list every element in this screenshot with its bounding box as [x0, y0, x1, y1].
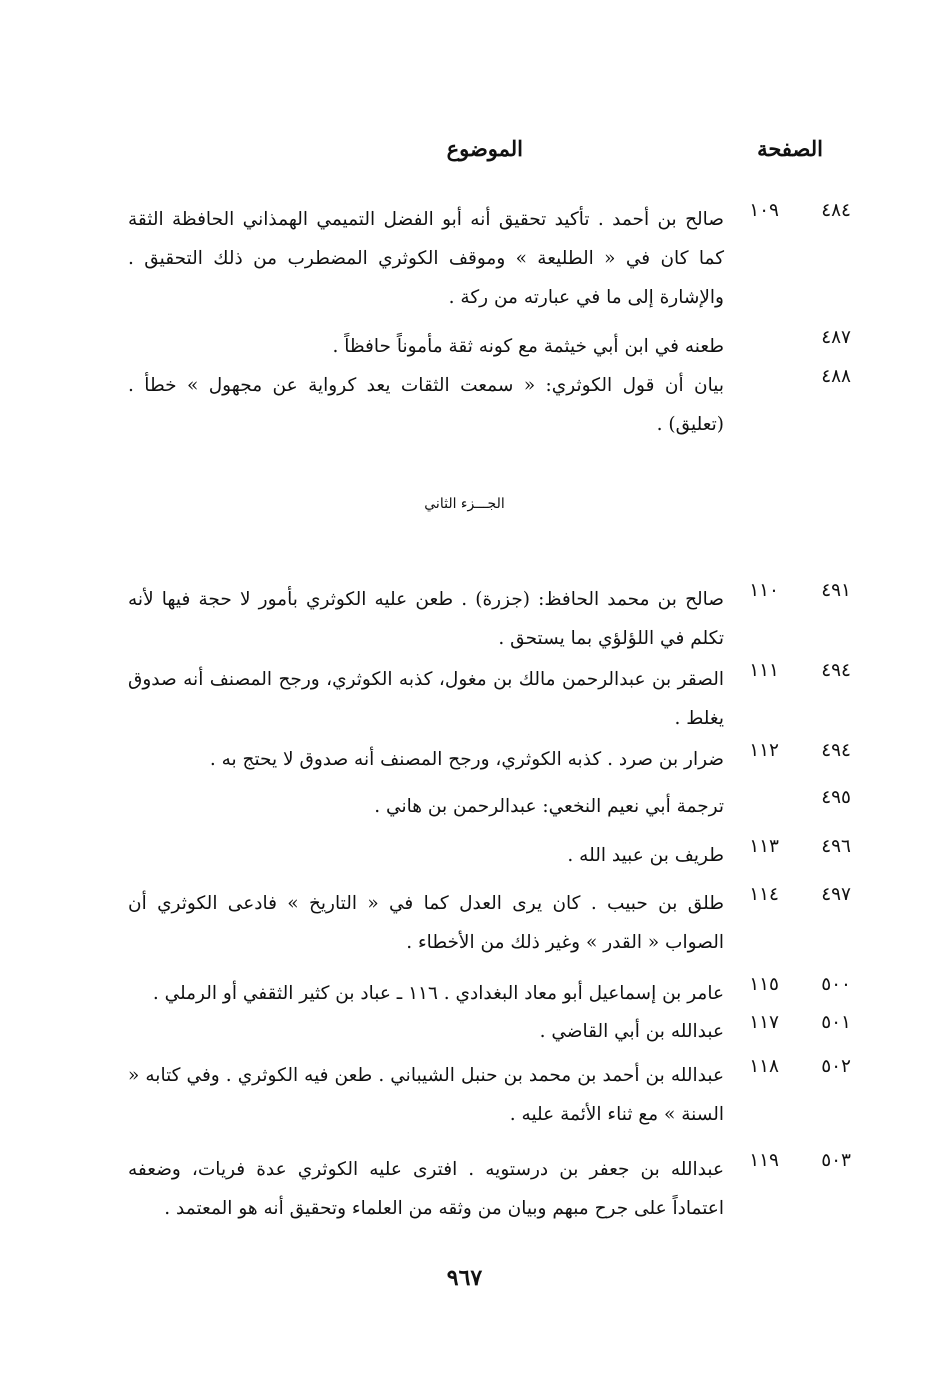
entry-text: عبدالله بن أبي القاضي .	[539, 1021, 724, 1042]
page-number: ٩٦٧	[446, 1265, 483, 1291]
entry-text: طعنه في ابن أبي خيثمة مع كونه ثقة مأموناً حافظاً .	[332, 336, 724, 357]
entry-page-number: ٥٠٢	[821, 1056, 851, 1077]
entry-page-number: ٤٩٤	[821, 660, 851, 681]
entry-page-number: ٥٠٠	[821, 974, 851, 995]
entry-text: طريف بن عبيد الله .	[567, 845, 724, 866]
entry-text: عبدالله بن أحمد بن محمد بن حنبل الشيباني . طعن فيه الكوثري . وفي كتابه « السنة » مع ثناء الأئمة عليه .	[128, 1065, 724, 1125]
entry-page-number: ٥٠٣	[821, 1150, 851, 1171]
entry-text: عبدالله بن جعفر بن درستويه . افترى عليه الكوثري عدة فريات، وضعفه اعتماداً على جرح مبهم وبيان من وثقه من العلماء وتحقيق أنه هو المعتمد .	[128, 1159, 724, 1219]
entry-number: ١١٨	[749, 1056, 779, 1077]
entry-text: عامر بن إسماعيل أبو معاد البغدادي . ١١٦ ـ عباد بن كثير الثقفي أو الرملي .	[152, 983, 724, 1004]
entry-text: الصقر بن عبدالرحمن مالك بن مغول، كذبه الكوثري، ورجح المصنف أنه صدوق يغلط .	[128, 669, 724, 729]
entry-number: ١١٧	[749, 1012, 779, 1033]
entry-text: طلق بن حبيب . كان يرى العدل كما في « التاريخ » فادعى الكوثري أن الصواب « القدر » وغير ذلك من الأخطاء .	[128, 893, 724, 953]
entry-number: ١١٠	[749, 580, 779, 601]
entry-number: ١١٣	[749, 836, 779, 857]
entry-number: ١١٩	[749, 1150, 779, 1171]
entry-page-number: ٤٩٧	[821, 884, 851, 905]
entry-text: بيان أن قول الكوثري: « سمعت الثقات يعد كرواية عن مجهول » خطأ . (تعليق) .	[128, 375, 724, 435]
entry-text: ترجمة أبي نعيم النخعي: عبدالرحمن بن هاني .	[374, 796, 724, 817]
entry-page-number: ٤٩١	[821, 580, 851, 601]
entry-number: ١٠٩	[749, 200, 779, 221]
page-column-header: الصفحة	[757, 136, 823, 161]
entry-number: ١١٤	[749, 884, 779, 905]
topic-column-header: الموضوع	[446, 136, 523, 161]
entry-page-number: ٤٩٤	[821, 740, 851, 761]
entry-number: ١١١	[749, 660, 779, 681]
part-title: الجـــزء الثاني	[424, 496, 505, 512]
entry-text: ضرار بن صرد . كذبه الكوثري، ورجح المصنف أنه صدوق لا يحتج به .	[209, 749, 724, 770]
entry-page-number: ٤٨٨	[821, 366, 851, 387]
entry-page-number: ٤٨٤	[821, 200, 851, 221]
entry-page-number: ٤٩٥	[821, 787, 851, 808]
entry-page-number: ٤٨٧	[821, 327, 851, 348]
entry-page-number: ٤٩٦	[821, 836, 851, 857]
entry-text: صالح بن محمد الحافظ: (جزرة) . طعن عليه الكوثري بأمور لا حجة فيها لأنه تكلم في اللؤلؤي بما يستحق .	[128, 589, 724, 649]
entry-number: ١١٥	[749, 974, 779, 995]
entry-number: ١١٢	[749, 740, 779, 761]
entry-text: صالح بن أحمد . تأكيد تحقيق أنه أبو الفضل التميمي الهمذاني الحافظة الثقة كما كان في « الطليعة » وموقف الكوثري المضطرب من ذلك التحقيق . والإشارة إلى ما في عبارته من ركة .	[128, 209, 724, 308]
entry-page-number: ٥٠١	[821, 1012, 851, 1033]
